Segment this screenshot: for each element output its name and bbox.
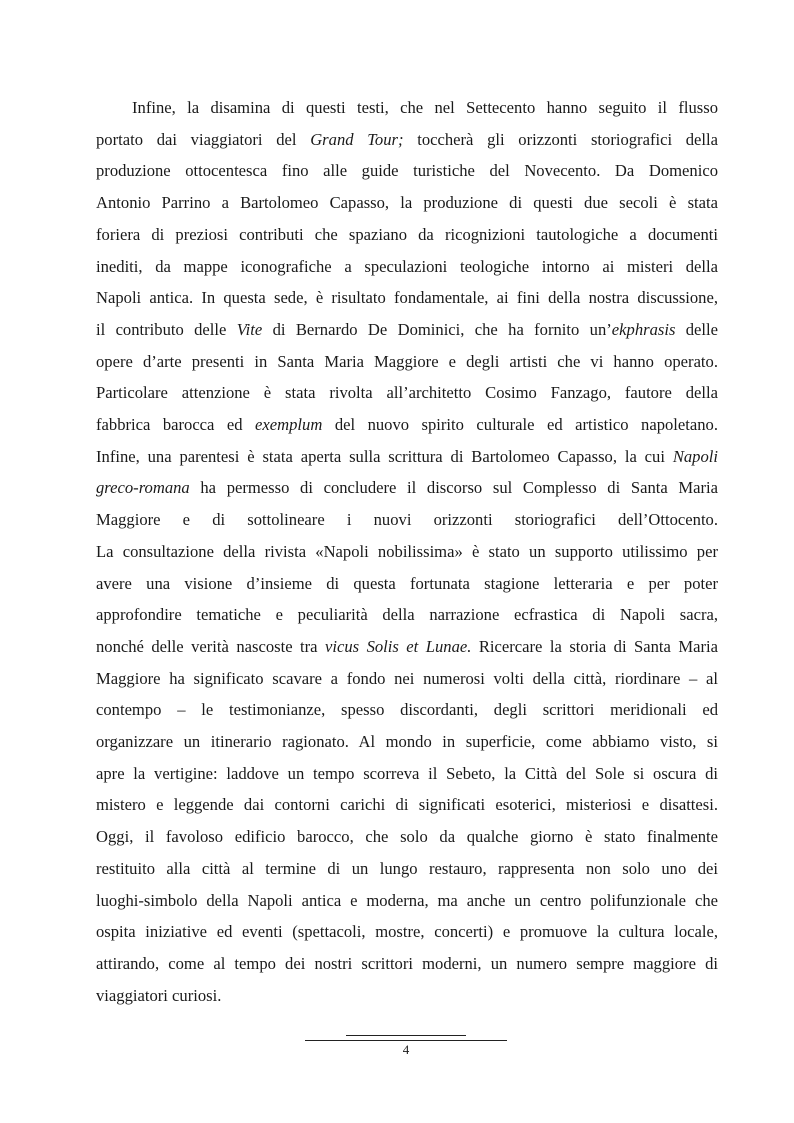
text-segment: del nuovo spirito culturale ed artistico napoletano. xyxy=(322,415,718,435)
text-line xyxy=(96,853,718,885)
page-number: 4 xyxy=(402,1042,410,1057)
text-segment: nonché delle verità nascoste tra xyxy=(96,636,325,656)
text-line xyxy=(96,980,718,1012)
text-line xyxy=(96,124,718,156)
text-line xyxy=(96,694,718,726)
text-line xyxy=(96,187,718,219)
text-segment: toccherà gli orizzonti storiografici della xyxy=(403,129,718,149)
text-segment: luoghi-simbolo della Napoli antica e moderna, ma anche un centro polifunzionale che xyxy=(96,890,718,910)
text-segment: attirando, come al tempo dei nostri scrittori moderni, un numero sempre maggiore di xyxy=(96,953,718,973)
italic-text: Napoli xyxy=(672,446,718,466)
text-segment: produzione ottocentesca fino alle guide turistiche del Novecento. Da Domenico xyxy=(96,161,718,181)
text-segment: il contributo delle xyxy=(96,319,237,339)
text-segment: viaggiatori curiosi. xyxy=(96,985,222,1005)
italic-text: exemplum xyxy=(255,415,323,435)
text-segment: foriera di preziosi contributi che spaziano da ricognizioni tautologiche a documenti xyxy=(96,224,718,244)
text-segment: Napoli antica. In questa sede, è risultato fondamentale, ai fini della nostra discussione, xyxy=(96,288,718,308)
text-line xyxy=(96,726,718,758)
text-line xyxy=(96,92,718,124)
text-segment: fabbrica barocca ed xyxy=(96,415,256,435)
text-line xyxy=(96,663,718,695)
text-segment: mistero e leggende dai contorni carichi di significati esoterici, misteriosi e disattesi. xyxy=(96,795,718,815)
text-line xyxy=(96,155,718,187)
text-line xyxy=(96,282,718,314)
text-line xyxy=(96,472,718,504)
text-segment: La consultazione della rivista «Napoli nobilissima» è stato un supporto utilissimo per xyxy=(96,541,718,561)
text-line xyxy=(96,441,718,473)
text-segment: avere una visione d’insieme di questa fortunata stagione letteraria e per poter xyxy=(96,573,718,593)
italic-text: Grand Tour; xyxy=(310,129,404,149)
text-line xyxy=(96,251,718,283)
text-segment: inediti, da mappe iconografiche a speculazioni teologiche intorno ai misteri della xyxy=(96,256,718,276)
body-paragraph xyxy=(96,92,718,1011)
text-line xyxy=(96,409,718,441)
text-segment: organizzare un itinerario ragionato. Al mondo in superficie, come abbiamo visto, si xyxy=(96,732,718,752)
text-line xyxy=(96,346,718,378)
text-line xyxy=(96,314,718,346)
text-segment: Ricercare la storia di Santa Maria xyxy=(471,636,718,656)
text-line xyxy=(96,821,718,853)
footer-rule-short xyxy=(346,1035,466,1036)
text-segment: contempo – le testimonianze, spesso discordanti, degli scrittori meridionali ed xyxy=(96,700,718,720)
text-segment: restituito alla città al termine di un lungo restauro, rappresenta non solo uno dei xyxy=(96,858,718,878)
text-line xyxy=(96,599,718,631)
text-segment: Maggiore ha significato scavare a fondo nei numerosi volti della città, riordinare – al xyxy=(96,668,718,688)
text-segment: portato dai viaggiatori del xyxy=(96,129,311,149)
italic-text: greco-romana xyxy=(96,478,190,498)
text-segment: Antonio Parrino a Bartolomeo Capasso, la produzione di questi due secoli è stata xyxy=(96,193,718,213)
text-segment: delle xyxy=(675,319,719,339)
text-line xyxy=(96,568,718,600)
text-segment: Maggiore e di sottolineare i nuovi orizzonti storiografici dell’Ottocento. xyxy=(96,510,718,530)
text-segment: opere d’arte presenti in Santa Maria Maggiore e degli artisti che vi hanno operato. xyxy=(96,351,718,371)
text-line xyxy=(96,219,718,251)
text-segment: Infine, la disamina di questi testi, che nel Settecento hanno seguito il flusso xyxy=(132,98,718,117)
text-segment: Oggi, il favoloso edificio barocco, che solo da qualche giorno è stato finalmente xyxy=(96,827,718,847)
text-line xyxy=(96,758,718,790)
italic-text: ekphrasis xyxy=(611,319,676,339)
text-line xyxy=(96,536,718,568)
italic-text: vicus Solis et Lunae. xyxy=(325,636,472,656)
text-segment: Infine, una parentesi è stata aperta sulla scrittura di Bartolomeo Capasso, la cui xyxy=(96,446,673,466)
text-segment: apre la vertigine: laddove un tempo scorreva il Sebeto, la Città del Sole si oscura di xyxy=(96,763,718,783)
text-segment: ha permesso di concludere il discorso sul Complesso di Santa Maria xyxy=(189,478,718,498)
text-line xyxy=(96,948,718,980)
text-line xyxy=(96,885,718,917)
italic-text: Vite xyxy=(236,319,263,339)
footer-rule-long xyxy=(305,1040,507,1041)
text-line xyxy=(96,789,718,821)
text-line xyxy=(96,377,718,409)
text-line xyxy=(96,916,718,948)
text-segment: approfondire tematiche e peculiarità della narrazione ecfrastica di Napoli sacra, xyxy=(96,605,718,625)
text-segment: Particolare attenzione è stata rivolta all’architetto Cosimo Fanzago, fautore della xyxy=(96,383,718,403)
text-segment: di Bernardo De Dominici, che ha fornito un’ xyxy=(262,319,612,339)
text-segment: ospita iniziative ed eventi (spettacoli, mostre, concerti) e promuove la cultura locale, xyxy=(96,922,718,942)
text-line xyxy=(96,631,718,663)
text-line xyxy=(96,504,718,536)
